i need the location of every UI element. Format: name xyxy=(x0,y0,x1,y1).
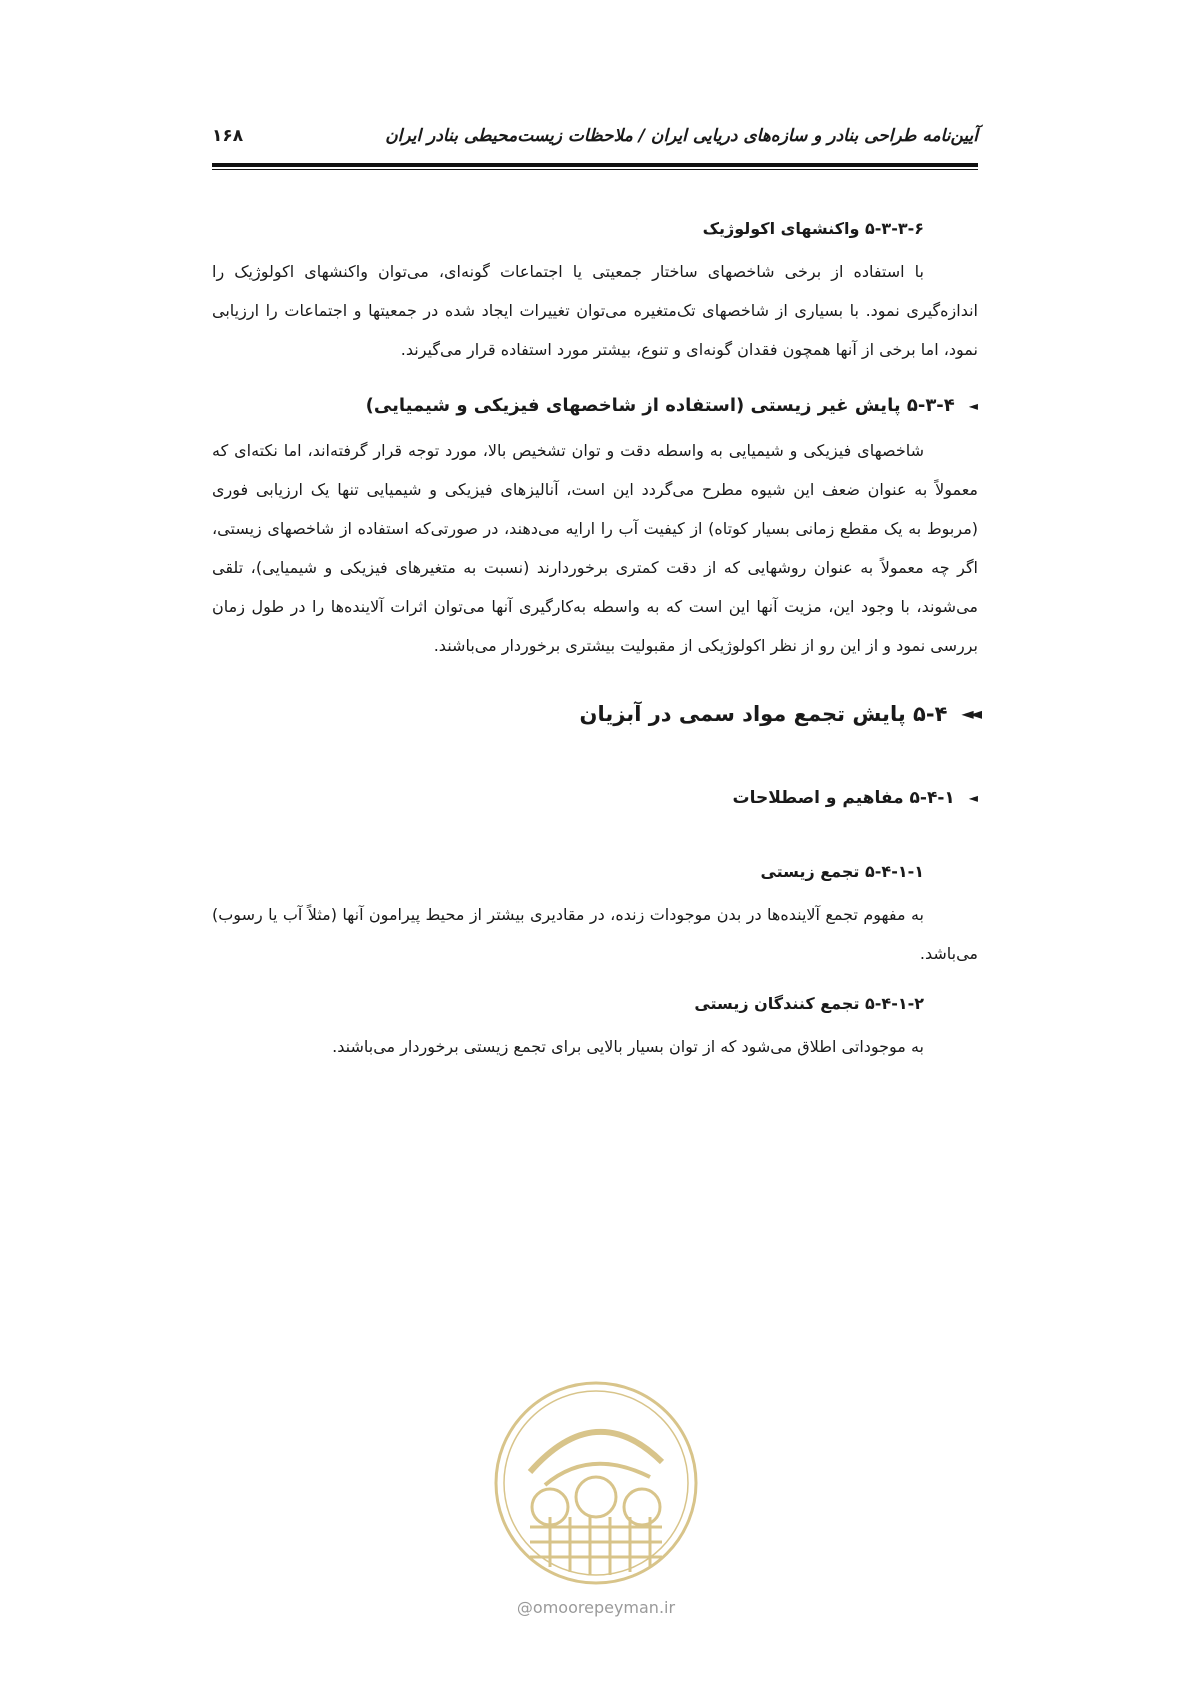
heading-concepts-terms-text: ۵-۴-۱ مفاهیم و اصطلاحات xyxy=(732,788,955,808)
heading-ecological-responses: ۵-۳-۳-۶ واکنشهای اکولوژیک xyxy=(702,219,924,238)
header-rule-thin xyxy=(212,169,978,170)
section-marker-icon: ◄ xyxy=(968,399,978,413)
watermark-url xyxy=(490,1598,702,1617)
heading-abiotic-monitoring-text: ۵-۳-۴ پایش غیر زیستی (استفاده از شاخصهای فیزیکی و شیمیایی) xyxy=(365,395,955,416)
paragraph-bioaccumulation: به مفهوم تجمع آلاینده‌ها در بدن موجودات زنده، در مقادیری بیشتر از محیط پیرامون آنها (مثلاً آب یا رسوب) می‌باشد. xyxy=(212,905,978,963)
heading-concepts-terms xyxy=(212,781,978,815)
running-title: آیین‌نامه طراحی بنادر و سازه‌های دریایی ایران / ملاحظات زیست‌محیطی بنادر ایران xyxy=(385,126,978,146)
page-number: ۱۶۸ xyxy=(212,126,244,146)
heading-abiotic-monitoring xyxy=(212,389,978,423)
chapter-marker-icon: ◄◄ xyxy=(961,704,978,723)
header-rule-thick xyxy=(212,163,978,167)
paragraph-bioaccumulators: به موجوداتی اطلاق می‌شود که از توان بسیار بالایی برای تجمع زیستی برخوردار می‌باشند. xyxy=(332,1037,924,1056)
heading-toxic-accumulation-text: ۵-۴ پایش تجمع مواد سمی در آبزیان xyxy=(579,702,948,726)
heading-bioaccumulation: ۵-۴-۱-۱ تجمع زیستی xyxy=(760,862,924,881)
watermark-seal xyxy=(490,1377,702,1589)
section-marker-icon: ◄ xyxy=(968,791,978,805)
paragraph-abiotic-monitoring: شاخصهای فیزیکی و شیمیایی به واسطه دقت و توان تشخیص بالا، مورد توجه قرار گرفته‌اند، اما نکته‌ای که معمولاً به عنوان ضعف این شیوه مطرح می‌گردد این است، آنالیزهای فیزیکی و شیمیایی تنها یک ارزیابی فوری (مربوط به یک مقطع زمانی بسیار کوتاه) از کیفیت آب را ارایه می‌دهند، در صورتی‌که استفاده از شاخصهای زیستی، اگر چه معمولاً به عنوان روشهایی که از دقت کمتری برخوردارند (نسبت به متغیرهای فیزیکی و شیمیایی)، تلقی می‌شوند، با وجود این، مزیت آنها این است که به واسطه به‌کارگیری آنها می‌توان اثرات آلاینده‌ها را در طول زمان بررسی نمود و از این رو از نظر اکولوژیکی از مقبولیت بیشتری برخوردار می‌باشند. xyxy=(212,441,978,655)
heading-toxic-accumulation xyxy=(212,695,978,733)
paragraph-ecological-responses: با استفاده از برخی شاخصهای ساختار جمعیتی یا اجتماعات گونه‌ای، می‌توان واکنشهای اکولوژیک را اندازه‌گیری نمود. با بسیاری از شاخصهای تک‌متغیره می‌توان تغییرات ایجاد شده در جمعیتها و اجتماعات را ارزیابی نمود، اما برخی از آنها همچون فقدان گونه‌ای و تنوع، بیشتر مورد استفاده قرار می‌گیرند. xyxy=(212,262,978,359)
watermark-url-text: omoorepeyman.ir xyxy=(532,1598,676,1617)
page-header xyxy=(212,126,978,154)
page-body xyxy=(212,214,978,1066)
watermark-at-icon: @ xyxy=(516,1598,533,1617)
heading-bioaccumulators: ۵-۴-۱-۲ تجمع کنندگان زیستی xyxy=(694,994,924,1013)
